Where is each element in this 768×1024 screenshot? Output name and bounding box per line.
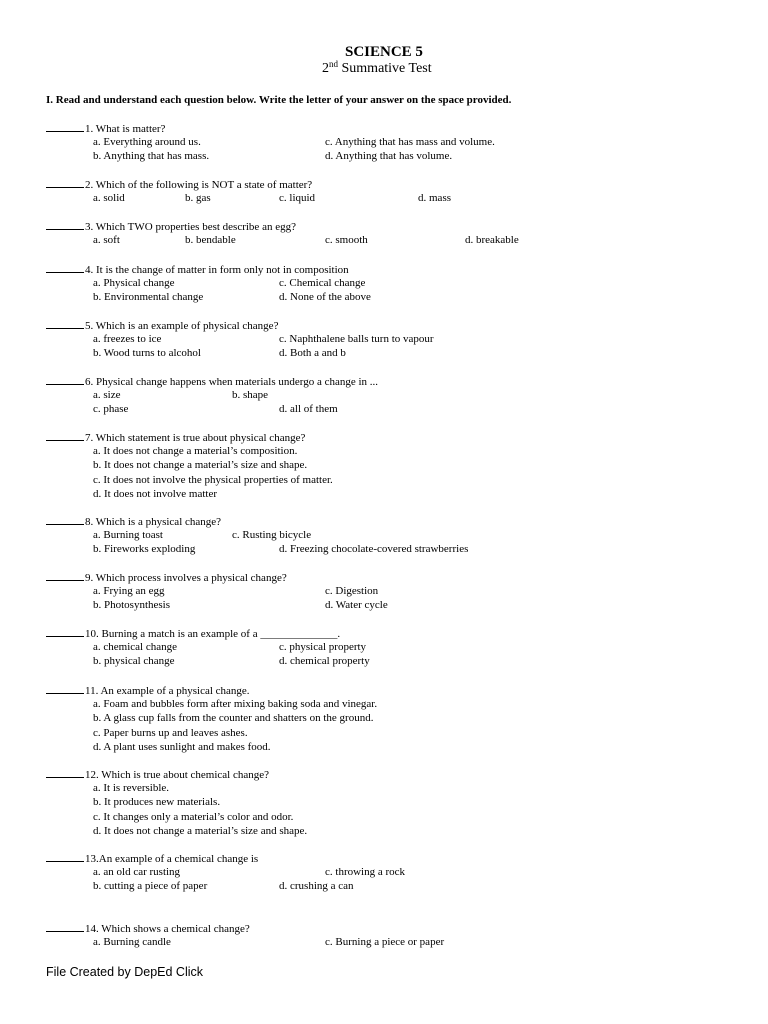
answer-option: d. breakable bbox=[465, 234, 519, 247]
footer-credit: File Created by DepEd Click bbox=[46, 965, 204, 979]
answer-option: a. It does not change a material’s composition. bbox=[93, 445, 298, 458]
answer-option: a. soft bbox=[93, 234, 120, 247]
question-text: 11. An example of a physical change. bbox=[85, 685, 250, 697]
question-7 bbox=[46, 431, 305, 444]
answer-option: d. None of the above bbox=[279, 291, 371, 304]
question-8 bbox=[46, 515, 221, 528]
answer-blank[interactable] bbox=[46, 431, 84, 441]
question-text: 9. Which process involves a physical change? bbox=[85, 572, 287, 584]
answer-option: b. cutting a piece of paper bbox=[93, 880, 208, 893]
page-title: SCIENCE 5 bbox=[345, 44, 423, 60]
question-text: 2. Which of the following is NOT a state of matter? bbox=[85, 179, 313, 191]
answer-option: c. Digestion bbox=[325, 585, 379, 598]
question-text: 3. Which TWO properties best describe an egg? bbox=[85, 221, 296, 233]
answer-option: a. solid bbox=[93, 192, 125, 205]
answer-blank[interactable] bbox=[46, 571, 84, 581]
answer-option: c. smooth bbox=[325, 234, 368, 247]
answer-blank[interactable] bbox=[46, 263, 84, 273]
question-text: 6. Physical change happens when materials undergo a change in ... bbox=[85, 376, 379, 388]
question-text: 14. Which shows a chemical change? bbox=[85, 923, 250, 935]
answer-option: b. physical change bbox=[93, 655, 175, 668]
question-text: 7. Which statement is true about physical change? bbox=[85, 432, 306, 444]
answer-option: a. Burning candle bbox=[93, 936, 171, 949]
question-9 bbox=[46, 571, 287, 584]
answer-option: d. mass bbox=[418, 192, 451, 205]
page-subtitle bbox=[322, 61, 432, 77]
subtitle-ordinal: 2 bbox=[322, 61, 329, 76]
answer-option: c. throwing a rock bbox=[325, 866, 406, 879]
answer-option: c. It does not involve the physical properties of matter. bbox=[93, 473, 333, 486]
answer-option: c. It changes only a material’s color and odor. bbox=[93, 810, 294, 823]
question-1 bbox=[46, 122, 165, 135]
question-text: 5. Which is an example of physical change? bbox=[85, 320, 279, 332]
question-text: 8. Which is a physical change? bbox=[85, 516, 222, 528]
answer-option: a. Frying an egg bbox=[93, 585, 165, 598]
answer-option: c. phase bbox=[93, 403, 129, 416]
answer-option: b. shape bbox=[232, 389, 269, 402]
answer-blank[interactable] bbox=[46, 684, 84, 694]
answer-blank[interactable] bbox=[46, 922, 84, 932]
answer-option: c. Rusting bicycle bbox=[232, 529, 312, 542]
answer-option: c. Chemical change bbox=[279, 277, 366, 290]
answer-option: d. A plant uses sunlight and makes food. bbox=[93, 740, 271, 753]
answer-blank[interactable] bbox=[46, 122, 84, 132]
answer-option: d. crushing a can bbox=[279, 880, 354, 893]
question-text: 13.An example of a chemical change is bbox=[85, 853, 259, 865]
answer-option: d. Both a and b bbox=[279, 347, 346, 360]
answer-blank[interactable] bbox=[46, 768, 84, 778]
answer-option: a. Physical change bbox=[93, 277, 175, 290]
answer-option: b. bendable bbox=[185, 234, 236, 247]
question-6 bbox=[46, 375, 378, 388]
answer-option: d. It does not involve matter bbox=[93, 487, 218, 500]
answer-option: b. Fireworks exploding bbox=[93, 543, 196, 556]
question-3 bbox=[46, 220, 296, 233]
answer-blank[interactable] bbox=[46, 375, 84, 385]
answer-blank[interactable] bbox=[46, 220, 84, 230]
subtitle-ordinal-suffix: nd bbox=[329, 59, 338, 69]
answer-option: d. chemical property bbox=[279, 655, 370, 668]
answer-option: d. Anything that has volume. bbox=[325, 150, 453, 163]
answer-option: a. an old car rusting bbox=[93, 866, 181, 879]
answer-option: c. Paper burns up and leaves ashes. bbox=[93, 726, 248, 739]
answer-option: b. It does not change a material’s size and shape. bbox=[93, 459, 308, 472]
question-11 bbox=[46, 684, 250, 697]
question-13 bbox=[46, 852, 258, 865]
question-text: 4. It is the change of matter in form only not in composition bbox=[85, 264, 349, 276]
subtitle-text: Summative Test bbox=[341, 61, 432, 76]
answer-option: d. It does not change a material’s size and shape. bbox=[93, 824, 308, 837]
answer-option: c. Anything that has mass and volume. bbox=[325, 136, 495, 149]
answer-option: d. all of them bbox=[279, 403, 338, 416]
answer-blank[interactable] bbox=[46, 319, 84, 329]
answer-blank[interactable] bbox=[46, 515, 84, 525]
question-text: 10. Burning a match is an example of a ______________. bbox=[85, 628, 341, 640]
answer-option: c. Burning a piece or paper bbox=[325, 936, 445, 949]
answer-option: c. physical property bbox=[279, 641, 367, 654]
question-text: 12. Which is true about chemical change? bbox=[85, 769, 269, 781]
answer-blank[interactable] bbox=[46, 627, 84, 637]
answer-option: d. Freezing chocolate-covered strawberries bbox=[279, 543, 469, 556]
answer-option: d. Water cycle bbox=[325, 599, 388, 612]
question-4 bbox=[46, 263, 349, 276]
instructions: I. Read and understand each question below. Write the letter of your answer on the space provided. bbox=[46, 94, 512, 106]
answer-option: b. gas bbox=[185, 192, 211, 205]
answer-option: a. It is reversible. bbox=[93, 782, 170, 795]
answer-blank[interactable] bbox=[46, 178, 84, 188]
answer-option: b. It produces new materials. bbox=[93, 796, 221, 809]
question-5 bbox=[46, 319, 278, 332]
answer-option: a. Foam and bubbles form after mixing baking soda and vinegar. bbox=[93, 698, 378, 711]
answer-option: b. Photosynthesis bbox=[93, 599, 171, 612]
question-10 bbox=[46, 627, 340, 640]
question-14 bbox=[46, 922, 250, 935]
answer-option: b. A glass cup falls from the counter and shatters on the ground. bbox=[93, 712, 374, 725]
question-2 bbox=[46, 178, 312, 191]
answer-option: a. freezes to ice bbox=[93, 333, 162, 346]
answer-option: a. Everything around us. bbox=[93, 136, 201, 149]
answer-option: a. chemical change bbox=[93, 641, 177, 654]
answer-option: a. Burning toast bbox=[93, 529, 163, 542]
answer-option: a. size bbox=[93, 389, 121, 402]
answer-option: b. Anything that has mass. bbox=[93, 150, 210, 163]
question-text: 1. What is matter? bbox=[85, 123, 166, 135]
question-12 bbox=[46, 768, 269, 781]
answer-blank[interactable] bbox=[46, 852, 84, 862]
answer-option: c. liquid bbox=[279, 192, 316, 205]
answer-option: b. Wood turns to alcohol bbox=[93, 347, 201, 360]
answer-option: c. Naphthalene balls turn to vapour bbox=[279, 333, 434, 346]
answer-option: b. Environmental change bbox=[93, 291, 204, 304]
